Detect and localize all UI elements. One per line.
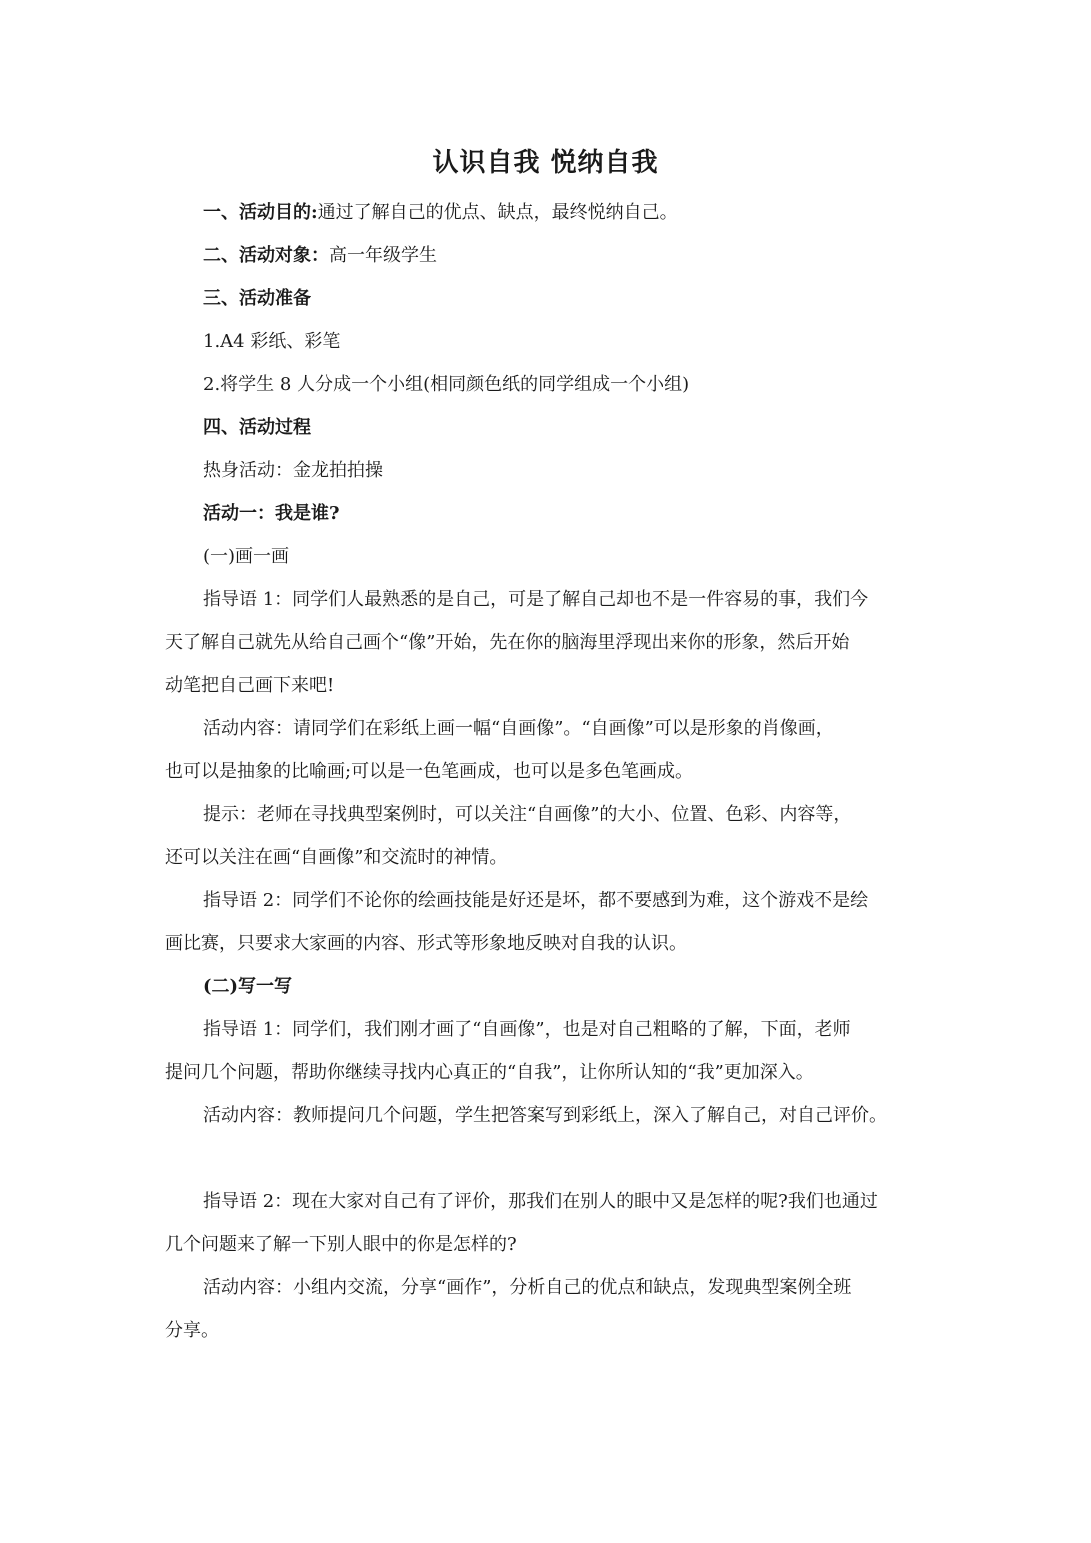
content-1-line-2: 也可以是抽象的比喻画;可以是一色笔画成，也可以是多色笔画成。 bbox=[165, 761, 694, 782]
guide-3-line-2: 提问几个问题，帮助你继续寻找内心真正的“自我”，让你所认知的“我”更加深入。 bbox=[165, 1062, 814, 1083]
subsection-draw: (一)画一画 bbox=[203, 546, 290, 567]
section-audience-label: 二、活动对象： bbox=[203, 245, 329, 266]
preparation-item-2: 2.将学生 8 人分成一个小组(相同颜色纸的同学组成一个小组) bbox=[203, 374, 690, 395]
content-3-line-1: 活动内容：小组内交流，分享“画作”，分析自己的优点和缺点，发现典型案例全班 bbox=[203, 1277, 852, 1298]
guide-4-line-2: 几个问题来了解一下别人眼中的你是怎样的? bbox=[165, 1234, 517, 1255]
document-title: 认识自我 悦纳自我 bbox=[432, 148, 659, 178]
section-preparation-heading: 三、活动准备 bbox=[203, 288, 311, 309]
guide-2-line-2: 画比赛，只要求大家画的内容、形式等形象地反映对自我的认识。 bbox=[165, 933, 687, 954]
content-3-line-2: 分享。 bbox=[165, 1320, 219, 1341]
guide-1-line-1: 指导语 1：同学们人最熟悉的是自己，可是了解自己却也不是一件容易的事，我们今 bbox=[203, 589, 869, 610]
content-1-line-1: 活动内容：请同学们在彩纸上画一幅“自画像”。“自画像”可以是形象的肖像画， bbox=[203, 718, 834, 739]
guide-3-line-1: 指导语 1：同学们，我们刚才画了“自画像”，也是对自己粗略的了解，下面，老师 bbox=[203, 1019, 851, 1040]
tip-line-2: 还可以关注在画“自画像”和交流时的神情。 bbox=[165, 847, 508, 868]
warmup-activity: 热身活动：金龙拍拍操 bbox=[203, 460, 383, 481]
activity-one-heading: 活动一：我是谁? bbox=[203, 503, 340, 524]
section-audience-text: 高一年级学生 bbox=[329, 245, 437, 266]
content-2-line-1: 活动内容：教师提问几个问题，学生把答案写到彩纸上，深入了解自己，对自己评价。 bbox=[203, 1105, 887, 1126]
guide-4-line-1: 指导语 2：现在大家对自己有了评价，那我们在别人的眼中又是怎样的呢?我们也通过 bbox=[203, 1191, 878, 1212]
guide-1-line-3: 动笔把自己画下来吧! bbox=[165, 675, 335, 696]
tip-line-1: 提示：老师在寻找典型案例时，可以关注“自画像”的大小、位置、色彩、内容等， bbox=[203, 804, 852, 825]
section-process-heading: 四、活动过程 bbox=[203, 417, 311, 438]
guide-2-line-1: 指导语 2：同学们不论你的绘画技能是好还是坏，都不要感到为难，这个游戏不是绘 bbox=[203, 890, 869, 911]
section-purpose bbox=[203, 200, 678, 226]
preparation-item-1: 1.A4 彩纸、彩笔 bbox=[203, 331, 341, 352]
guide-1-line-2: 天了解自己就先从给自己画个“像”开始，先在你的脑海里浮现出来你的形象，然后开始 bbox=[165, 632, 850, 653]
section-purpose-text: 通过了解自己的优点、缺点，最终悦纳自己。 bbox=[317, 202, 678, 223]
subsection-write: (二)写一写 bbox=[203, 976, 293, 997]
section-purpose-label: 一、活动目的: bbox=[203, 202, 318, 223]
section-audience bbox=[203, 243, 437, 269]
